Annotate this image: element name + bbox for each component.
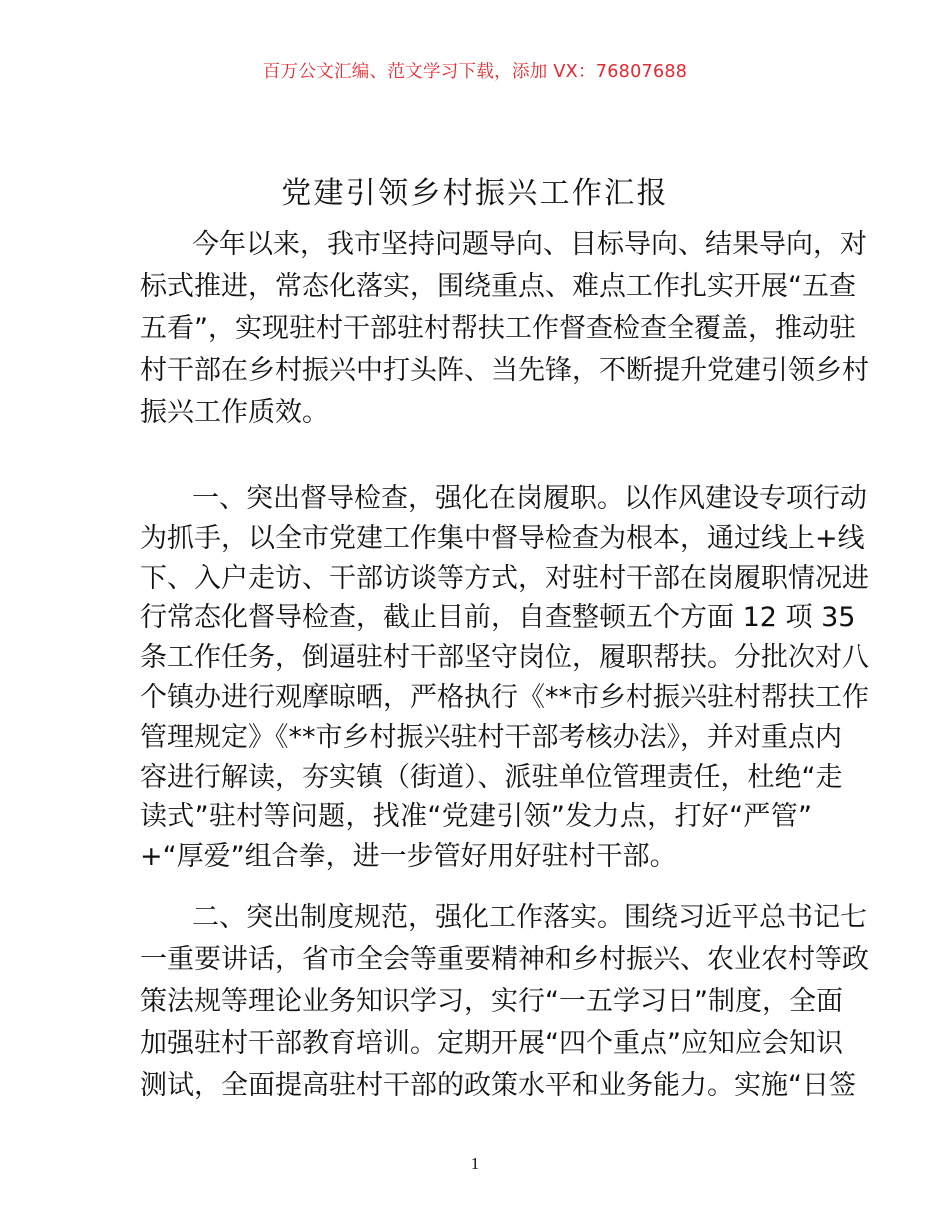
text-line: 个镇办进行观摩晾晒，严格执行《**市乡村振兴驻村帮扶工作 xyxy=(140,681,869,713)
paragraph-section-1 xyxy=(140,479,869,877)
document-title: 党建引领乡村振兴工作汇报 xyxy=(281,176,669,211)
paragraph-intro xyxy=(140,224,869,434)
text-line: 策法规等理论业务知识学习，实行“一五学习日”制度，全面 xyxy=(140,986,843,1017)
text-line: 容进行解读，夯实镇（街道）、派驻单位管理责任，杜绝“走 xyxy=(140,761,843,793)
text-line: 一、突出督导检查，强化在岗履职。以作风建设专项行动 xyxy=(192,483,867,514)
text-line: 加强驻村干部教育培训。定期开展“四个重点”应知应会知识 xyxy=(140,1028,843,1059)
page-number: 1 xyxy=(470,1154,480,1173)
text-line: 标式推进，常态化落实，围绕重点、难点工作扎实开展“五查 xyxy=(140,271,856,302)
text-line: 村干部在乡村振兴中打头阵、当先锋，不断提升党建引领乡村 xyxy=(140,355,869,386)
text-line: 二、突出制度规范，强化工作落实。围绕习近平总书记七 xyxy=(192,902,867,933)
text-line: +“厚爱”组合拳，进一步管好用好驻村干部。 xyxy=(140,841,677,873)
text-line: 条工作任务，倒逼驻村干部坚守岗位，履职帮扶。分批次对八 xyxy=(140,642,869,674)
text-line: 行常态化督导检查，截止目前，自查整顿五个方面 12 项 35 xyxy=(140,602,856,634)
paragraph-section-2 xyxy=(140,897,869,1107)
text-line: 振兴工作质效。 xyxy=(140,397,329,428)
text-line: 今年以来，我市坚持问题导向、目标导向、结果导向，对 xyxy=(192,229,867,260)
text-line: 为抓手，以全市党建工作集中督导检查为根本，通过线上+线 xyxy=(140,522,865,554)
text-line: 管理规定》《**市乡村振兴驻村干部考核办法》，并对重点内 xyxy=(140,721,842,753)
watermark-header: 百万公文汇编、范文学习下载，添加 VX：76807688 xyxy=(262,62,688,82)
text-line: 一重要讲话，省市全会等重要精神和乡村振兴、农业农村等政 xyxy=(140,944,869,975)
text-line: 测试，全面提高驻村干部的政策水平和业务能力。实施“日签 xyxy=(140,1070,856,1101)
text-line: 下、入户走访、干部访谈等方式，对驻村干部在岗履职情况进 xyxy=(140,562,869,594)
text-line: 五看”，实现驻村干部驻村帮扶工作督查检查全覆盖，推动驻 xyxy=(140,313,856,344)
text-line: 读式”驻村等问题，找准“党建引领”发力点，打好“严管” xyxy=(140,801,812,833)
